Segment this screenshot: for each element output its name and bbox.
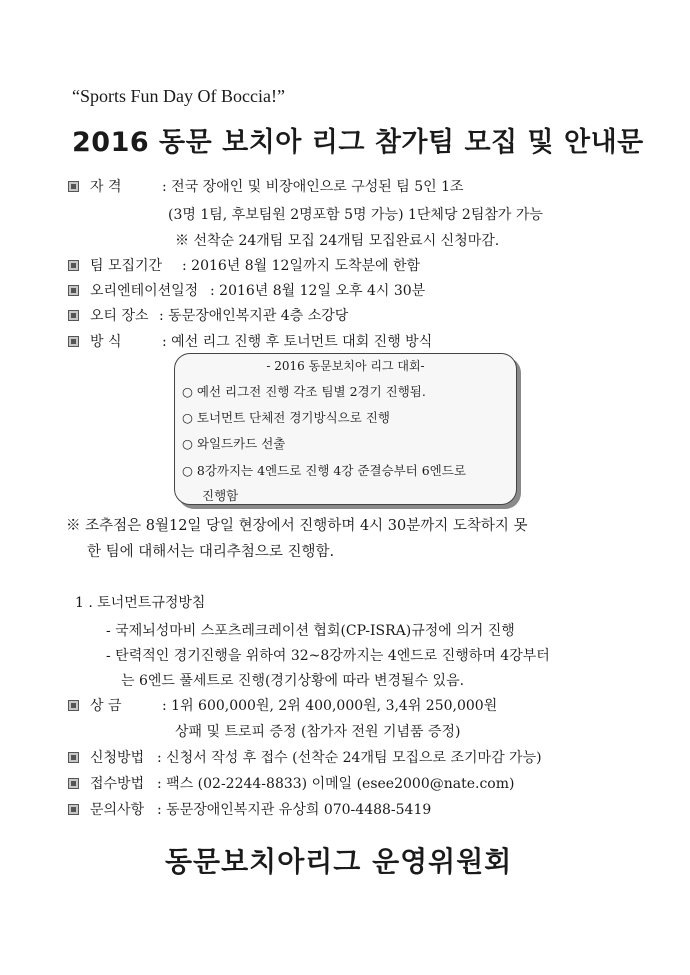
orientation-date-label: 오리엔테이션일정 xyxy=(90,283,199,299)
recruit-period-label: 팀 모집기간 xyxy=(90,258,163,274)
orientation-place-label: 오티 장소 xyxy=(90,308,149,324)
notice-line: 한 팀에 대해서는 대리추첨으로 진행함. xyxy=(87,544,335,560)
square-bullet-icon xyxy=(68,778,79,789)
method-value: : 예선 리그 진행 후 토너먼트 대회 진행 방식 xyxy=(162,334,433,350)
square-bullet-icon xyxy=(68,336,79,347)
organizer-name: 동문보치아리그 운영위원회 xyxy=(165,845,513,878)
box-entry: ○ 토너먼트 단체전 경기방식으로 진행 xyxy=(182,410,390,425)
receive-value: : 팩스 (02-2244-8833) 이메일 (esee2000@nate.com) xyxy=(157,776,515,792)
qualification-note: ※ 선착순 24개팀 모집 24개팀 모집완료시 신청마감. xyxy=(175,233,500,249)
contact-label: 문의사항 xyxy=(90,802,145,818)
prize-detail: 상패 및 트로피 증정 (참가자 전원 기념품 증정) xyxy=(175,724,461,740)
square-bullet-icon xyxy=(68,310,79,321)
recruit-period-value: : 2016년 8월 12일까지 도착분에 한함 xyxy=(182,258,421,274)
contact-value: : 동문장애인복지관 유상희 070-4488-5419 xyxy=(157,802,432,818)
rules-line: - 국제뇌성마비 스포츠레크레이션 협회(CP-ISRA)규정에 의거 진행 xyxy=(106,623,515,639)
qualification-detail: (3명 1팀, 후보팀원 2명포함 5명 가능) 1단체당 2팀참가 가능 xyxy=(168,207,543,223)
notice-line: ※ 조추점은 8월12일 당일 현장에서 진행하며 4시 30분까지 도착하지 못 xyxy=(66,518,528,534)
square-bullet-icon xyxy=(68,700,79,711)
prize-label: 상 금 xyxy=(90,698,122,714)
square-bullet-icon xyxy=(68,804,79,815)
apply-value: : 신청서 작성 후 접수 (선착순 24개팀 모집으로 조기마감 가능) xyxy=(157,750,542,766)
square-bullet-icon xyxy=(68,260,79,271)
rules-line: - 탄력적인 경기진행을 위하여 32~8강까지는 4엔드로 진행하며 4강부터 xyxy=(106,648,550,664)
box-entry: ○ 8강까지는 4엔드로 진행 4강 준결승부터 6엔드로 xyxy=(182,463,466,478)
rules-line: 는 6엔드 풀세트로 진행(경기상황에 따라 변경될수 있음. xyxy=(121,673,465,689)
tournament-format-box xyxy=(174,353,517,505)
square-bullet-icon xyxy=(68,181,79,192)
square-bullet-icon xyxy=(68,752,79,763)
rules-heading: 1 . 토너먼트규정방침 xyxy=(75,595,206,611)
box-entry-continued: 진행함 xyxy=(202,488,239,503)
receive-label: 접수방법 xyxy=(90,776,145,792)
event-subtitle: “Sports Fun Day Of Boccia!” xyxy=(72,86,285,106)
box-entry: ○ 와일드카드 선출 xyxy=(182,436,286,451)
box-heading: - 2016 동문보치아 리그 대회- xyxy=(266,359,425,373)
orientation-date-value: : 2016년 8월 12일 오후 4시 30분 xyxy=(210,283,426,299)
box-entry: ○ 예선 리그전 진행 각조 팀별 2경기 진행됨. xyxy=(182,384,426,399)
method-label: 방 식 xyxy=(90,334,122,350)
orientation-place-value: : 동문장애인복지관 4층 소강당 xyxy=(159,308,349,324)
qualification-label: 자 격 xyxy=(90,179,122,195)
qualification-value: : 전국 장애인 및 비장애인으로 구성된 팀 5인 1조 xyxy=(162,179,464,195)
apply-label: 신청방법 xyxy=(90,750,145,766)
square-bullet-icon xyxy=(68,285,79,296)
prize-value: : 1위 600,000원, 2위 400,000원, 3,4위 250,000원 xyxy=(162,698,498,714)
page-title: 2016 동문 보치아 리그 참가팀 모집 및 안내문 xyxy=(72,127,644,158)
